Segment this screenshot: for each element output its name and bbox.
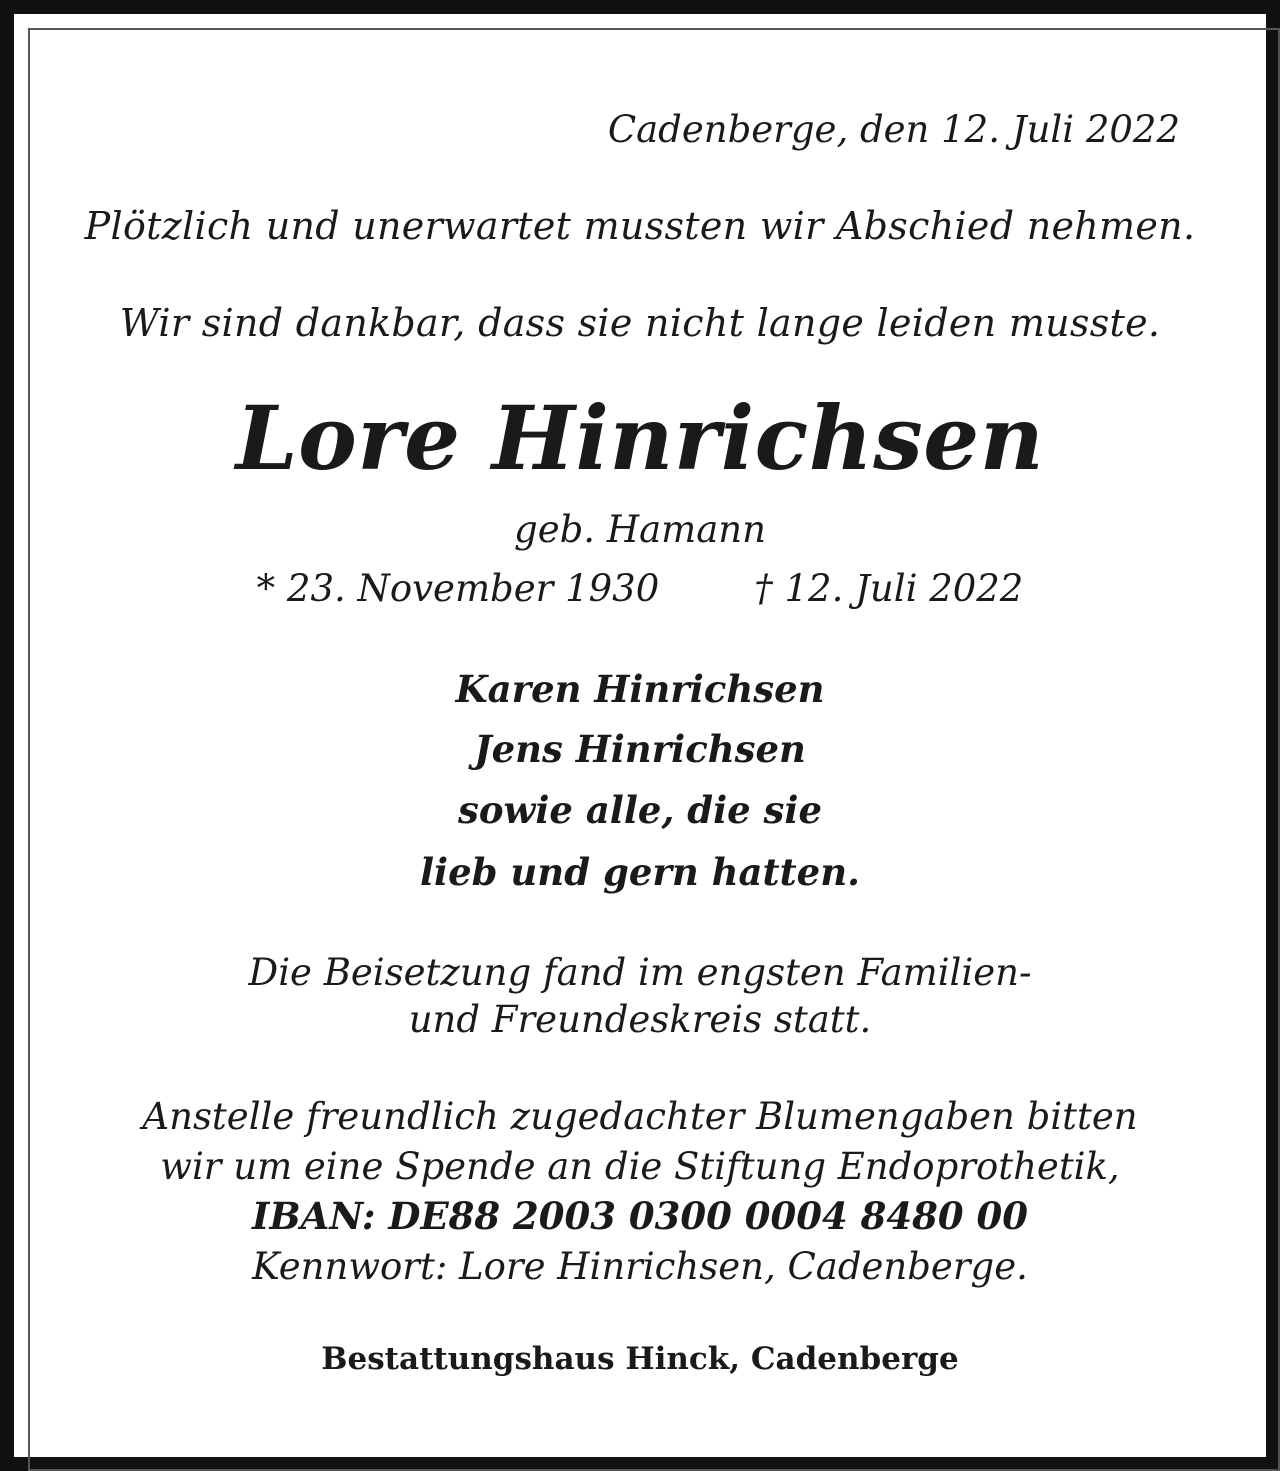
iban: IBAN: DE88 2003 0300 0004 8480 00 bbox=[252, 1194, 1028, 1238]
death-date: † 12. Juli 2022 bbox=[754, 567, 1024, 610]
donation-line-1: Anstelle freundlich zugedachter Blumengaben bitten bbox=[142, 1095, 1138, 1138]
birth-date: * 23. November 1930 bbox=[256, 567, 660, 610]
donation-line-2: wir um eine Spende an die Stiftung Endoprothetik, bbox=[160, 1145, 1120, 1188]
deceased-name: Lore Hinrichsen bbox=[235, 386, 1045, 490]
mourner-line: Jens Hinrichsen bbox=[474, 727, 806, 771]
maiden-name: geb. Hamann bbox=[514, 508, 766, 551]
intro-line-2: Wir sind dankbar, dass sie nicht lange leiden musste. bbox=[119, 301, 1161, 345]
mourner-line: sowie alle, die sie bbox=[457, 788, 822, 832]
donation-keyword: Kennwort: Lore Hinrichsen, Cadenberge. bbox=[252, 1245, 1028, 1288]
undertaker: Bestattungshaus Hinck, Cadenberge bbox=[321, 1341, 959, 1377]
intro-line-1: Plötzlich und unerwartet mussten wir Abschied nehmen. bbox=[84, 204, 1196, 248]
mourner-line: lieb und gern hatten. bbox=[419, 850, 861, 894]
funeral-line-1: Die Beisetzung fand im engsten Familien- bbox=[248, 951, 1032, 994]
life-dates bbox=[14, 567, 1266, 610]
funeral-line-2: und Freundeskreis statt. bbox=[408, 998, 872, 1041]
place-date: Cadenberge, den 12. Juli 2022 bbox=[607, 108, 1180, 151]
mourner-line: Karen Hinrichsen bbox=[455, 667, 825, 711]
